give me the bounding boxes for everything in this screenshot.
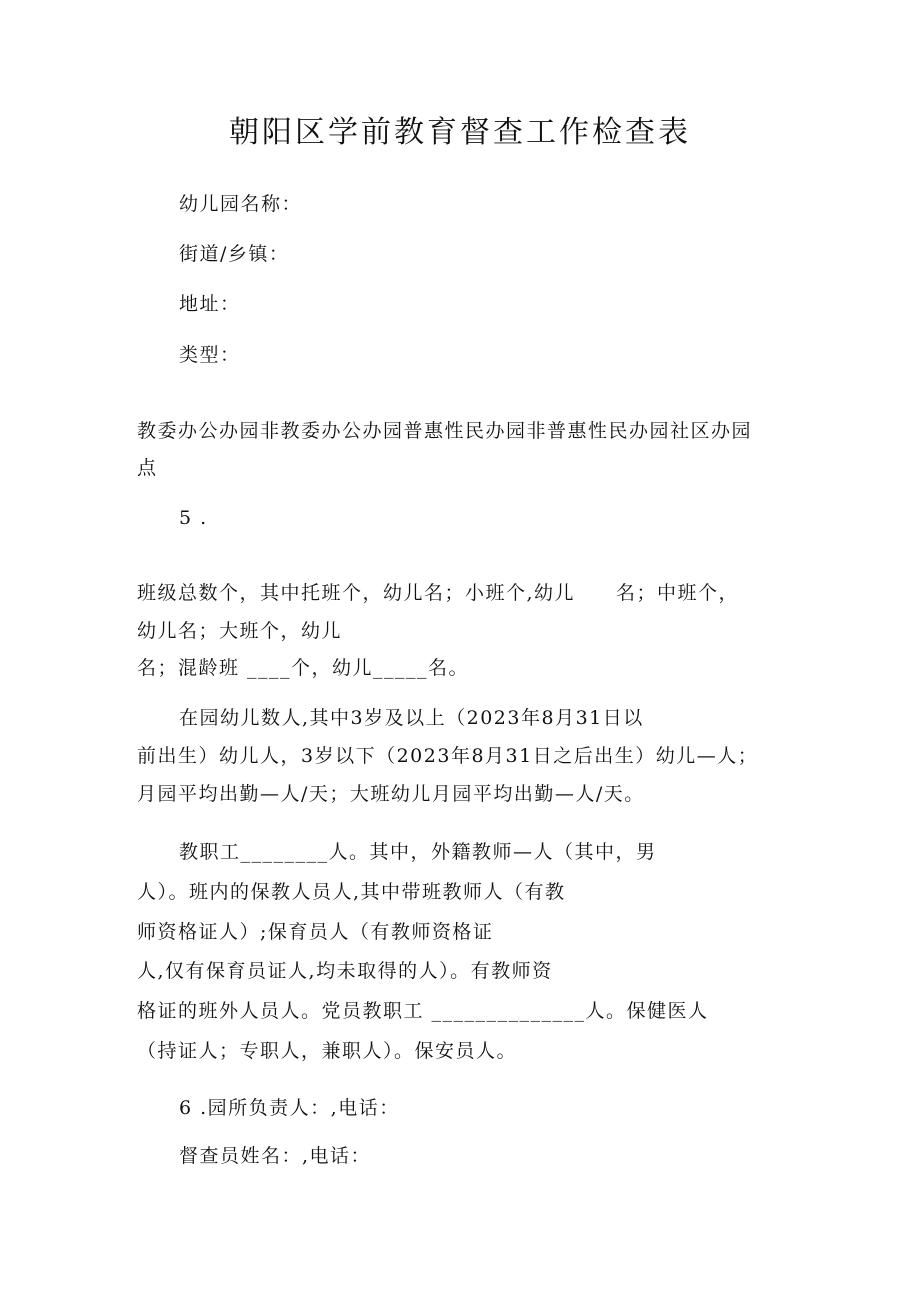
field-kindergarten-name: 幼儿园名称： bbox=[179, 193, 303, 215]
item6-principal: 6 .园所负责人：,电话： bbox=[179, 1097, 400, 1119]
classes-line2: 幼儿名；大班个，幼儿 bbox=[137, 620, 343, 642]
staff-line5: 格证的班外人员人。党员教职工 ______________人。保健医人 bbox=[137, 1000, 709, 1022]
staff-line3: 师资格证人）;保育员人（有教师资格证 bbox=[137, 921, 494, 943]
field-address: 地址： bbox=[179, 293, 241, 315]
children-line3: 月园平均出勤—人/天；大班幼儿月园平均出勤—人/天。 bbox=[137, 783, 645, 805]
classes-line1: 班级总数个，其中托班个，幼儿名；小班个,幼儿 名；中班个， bbox=[137, 582, 740, 604]
staff-line4: 人,仅有保育员证人,均未取得的人）。有教师资 bbox=[137, 960, 553, 982]
children-line1: 在园幼儿数人,其中3岁及以上（2023年8月31日以 bbox=[179, 707, 644, 729]
field-street-town: 街道/乡镇： bbox=[179, 243, 290, 265]
staff-line2: 人）。班内的保教人员人,其中带班教师人（有教 bbox=[137, 881, 566, 903]
type-options-line2: 点 bbox=[137, 457, 158, 479]
classes-line3: 名；混龄班 ____个，幼儿_____名。 bbox=[137, 657, 470, 679]
children-line2: 前出生）幼儿人，3岁以下（2023年8月31日之后出生）幼儿—人； bbox=[137, 745, 759, 767]
staff-line6: （持证人；专职人，兼职人）。保安员人。 bbox=[137, 1040, 518, 1062]
inspector-line: 督查员姓名：,电话： bbox=[179, 1145, 372, 1167]
staff-line1: 教职工________人。其中，外籍教师—人（其中，男 bbox=[179, 841, 657, 863]
item5-number: 5 . bbox=[179, 507, 208, 529]
type-options-line1: 教委办公办园非教委办公办园普惠性民办园非普惠性民办园社区办园 bbox=[137, 420, 753, 442]
document-title: 朝阳区学前教育督查工作检查表 bbox=[229, 115, 691, 150]
field-type: 类型： bbox=[179, 344, 241, 366]
